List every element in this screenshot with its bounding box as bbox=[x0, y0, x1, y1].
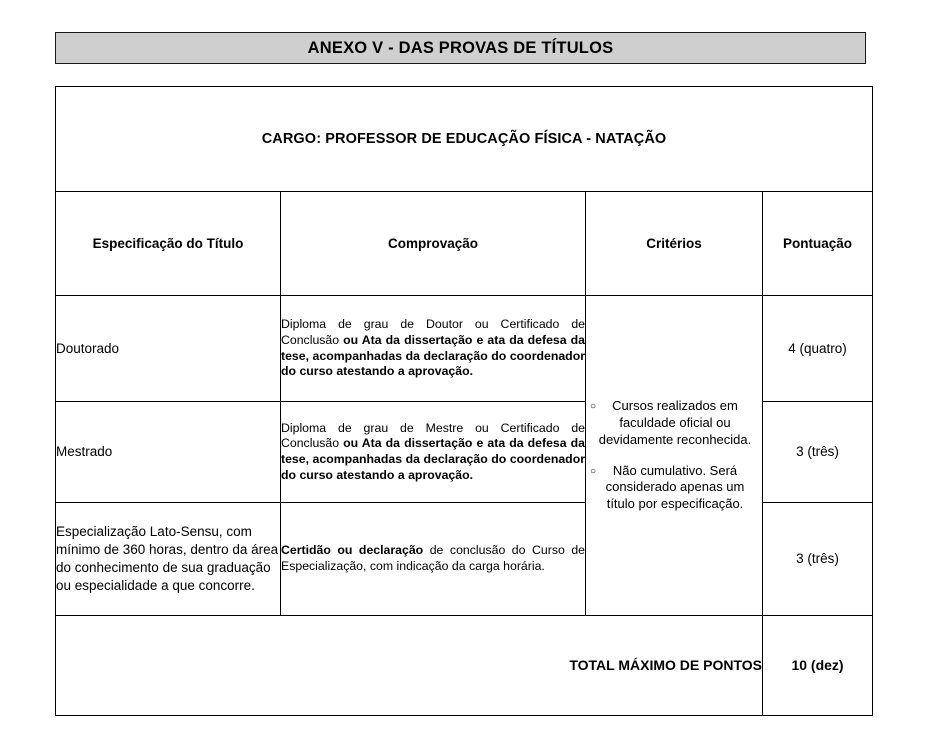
cell-pontuacao-doutorado bbox=[763, 296, 873, 402]
cell-comprovacao-doutorado bbox=[281, 296, 586, 402]
cell-comprovacao-mestrado bbox=[281, 402, 586, 503]
list-item bbox=[586, 463, 762, 514]
total-value-text: 10 (dez) bbox=[791, 656, 844, 673]
comprovacao-bold-part: ou Ata da dissertação e ata da defesa da tese, acompanhadas da declaração do coordenador do curso atestando a aprovação. bbox=[281, 332, 585, 379]
comprovacao-text bbox=[281, 317, 585, 380]
column-header-comprovacao bbox=[281, 192, 586, 296]
cell-pontuacao-especializacao bbox=[763, 503, 873, 616]
cargo-text: CARGO: PROFESSOR DE EDUCAÇÃO FÍSICA - NATAÇÃO bbox=[261, 131, 667, 147]
total-label-cell bbox=[56, 616, 763, 716]
column-header-pontuacao bbox=[763, 192, 873, 296]
table-row-total bbox=[56, 616, 873, 716]
criterios-item-text: Não cumulativo. Será considerado apenas um título por especificação. bbox=[605, 462, 745, 512]
total-value-cell bbox=[763, 616, 873, 716]
pontuacao-value: 3 (três) bbox=[796, 444, 839, 459]
column-header-comprovacao-label: Comprovação bbox=[387, 235, 479, 251]
bullet-circle-icon: ○ bbox=[590, 400, 597, 412]
column-header-pontuacao-label: Pontuação bbox=[783, 235, 853, 251]
especificacao-text: Especialização Lato-Sensu, com mínimo de 360 horas, dentro da área do conhecimento de sua graduação ou especialidade a que concorre. bbox=[56, 524, 279, 593]
table-row bbox=[56, 296, 873, 402]
comprovacao-bold-part: ou Ata da dissertação e ata da defesa da tese, acompanhadas da declaração do coordenador do curso atestando a aprovação. bbox=[281, 436, 585, 482]
cell-comprovacao-especializacao bbox=[281, 503, 586, 616]
list-item bbox=[586, 398, 762, 449]
pontuacao-value: 3 (três) bbox=[796, 551, 839, 566]
cell-especificacao-doutorado bbox=[56, 296, 281, 402]
pontuacao-value: 4 (quatro) bbox=[788, 340, 847, 356]
comprovacao-bold-part: Certidão ou declaração bbox=[281, 543, 424, 558]
annex-title-banner bbox=[55, 32, 866, 64]
criterios-list bbox=[586, 398, 762, 513]
cell-especificacao-especializacao bbox=[56, 503, 281, 616]
column-header-especificacao-label: Especificação do Título bbox=[92, 235, 244, 251]
comprovacao-plain-part: Diploma de grau de Doutor ou Certificado de Conclusão bbox=[281, 317, 585, 347]
annex-title-text: ANEXO V - DAS PROVAS DE TÍTULOS bbox=[307, 38, 614, 57]
comprovacao-text bbox=[281, 421, 585, 484]
especificacao-text: Doutorado bbox=[56, 340, 120, 356]
table-row-headers bbox=[56, 192, 873, 296]
cargo-cell bbox=[56, 87, 873, 192]
titles-scoring-table bbox=[55, 86, 873, 716]
column-header-criterios bbox=[586, 192, 763, 296]
column-header-criterios-label: Critérios bbox=[646, 235, 702, 251]
cell-criterios-merged bbox=[586, 296, 763, 616]
cell-especificacao-mestrado bbox=[56, 402, 281, 503]
total-label-text: TOTAL MÁXIMO DE PONTOS bbox=[569, 656, 762, 673]
comprovacao-plain-part: Diploma de grau de Mestre ou Certificado de Conclusão bbox=[281, 420, 585, 451]
table-row-cargo bbox=[56, 87, 873, 192]
bullet-circle-icon: ○ bbox=[590, 465, 597, 477]
comprovacao-plain-part: de conclusão do Curso de Especialização, com indicação da carga horária. bbox=[281, 543, 585, 573]
cell-pontuacao-mestrado bbox=[763, 402, 873, 503]
especificacao-text: Mestrado bbox=[56, 444, 113, 459]
column-header-especificacao bbox=[56, 192, 281, 296]
comprovacao-text bbox=[281, 543, 585, 574]
criterios-item-text: Cursos realizados em faculdade oficial ou devidamente reconhecida. bbox=[598, 397, 752, 447]
